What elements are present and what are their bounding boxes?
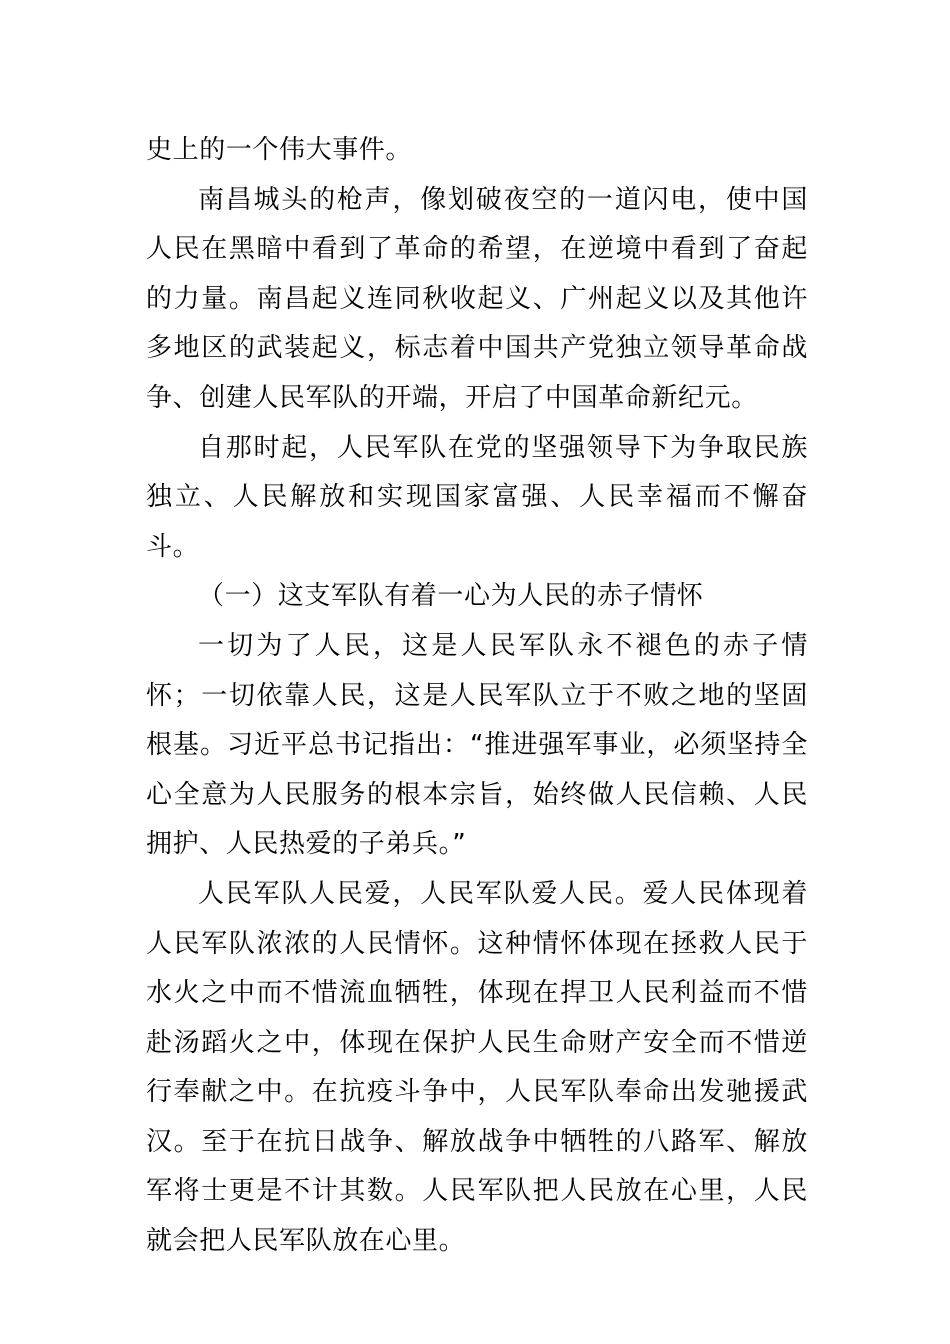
paragraph-nanchang-gunfire: 南昌城头的枪声，像划破夜空的一道闪电，使中国人民在黑暗中看到了革命的希望，在逆境中看到了奋起的力量。南昌起义连同秋收起义、广州起义以及其他许多地区的武装起义，标志着中国共产党独立领导革命战争、创建人民军队的开端，开启了中国革命新纪元。 [146,184,808,413]
paragraph-army-loves-people: 人民军队人民爱，人民军队爱人民。爱人民体现着人民军队浓浓的人民情怀。这种情怀体现在拯救人民于水火之中而不惜流血牺牲，体现在捍卫人民利益而不惜赴汤蹈火之中，体现在保护人民生命财产安全而不惜逆行奉献之中。在抗疫斗争中，人民军队奉命出发驰援武汉。至于在抗日战争、解放战争中牺牲的八路军、解放军将士更是不计其数。人民军队把人民放在心里，人民就会把人民军队放在心里。 [146,878,808,1257]
paragraph-since-then: 自那时起，人民军队在党的坚强领导下为争取民族独立、人民解放和实现国家富强、人民幸福而不懈奋斗。 [146,432,808,562]
paragraph-for-the-people: 一切为了人民，这是人民军队永不褪色的赤子情怀；一切依靠人民，这是人民军队立于不败之地的坚固根基。习近平总书记指出：“推进强军事业，必须坚持全心全意为人民服务的根本宗旨，始终做人民信赖、人民拥护、人民热爱的子弟兵。” [146,630,808,860]
paragraph-continuation: 史上的一个伟大事件。 [146,135,413,165]
section-heading: （一）这支军队有着一心为人民的赤子情怀 [198,581,704,612]
document-body [146,126,808,1267]
